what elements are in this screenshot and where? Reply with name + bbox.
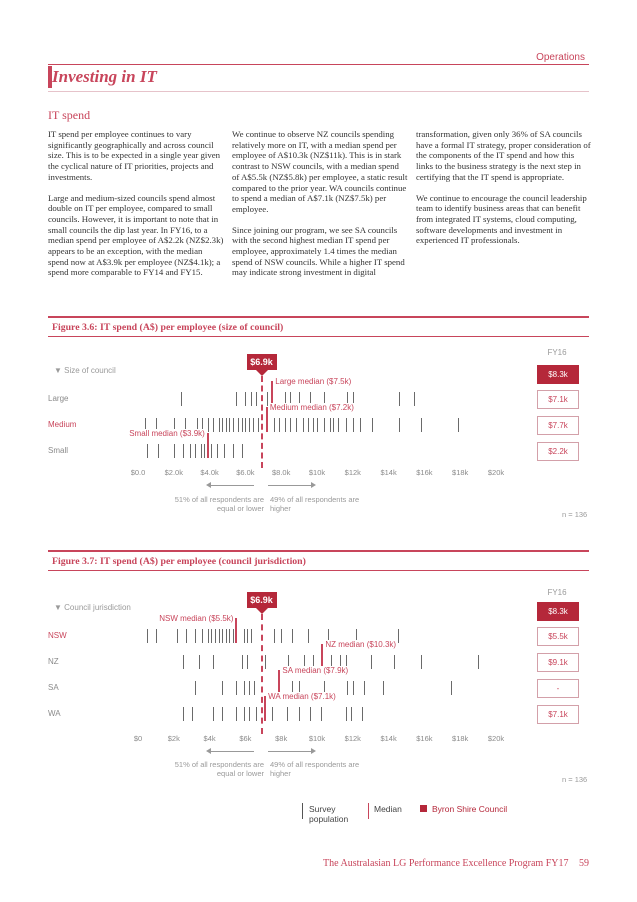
figure-1-title-bar: [48, 316, 589, 337]
axis-tick-label: $10k: [308, 734, 326, 743]
axis-tick-label: $16k: [416, 468, 433, 477]
survey-tick: [279, 418, 280, 432]
survey-tick: [256, 707, 257, 721]
survey-tick: [215, 629, 216, 643]
axis-tick-label: $4.0k: [200, 468, 219, 477]
survey-tick: [414, 392, 415, 406]
fy-overall-value: $8.3k: [537, 365, 579, 384]
median-label-nz: NZ median ($10.3k): [325, 640, 397, 649]
overall-median-bubble: $6.9k: [247, 354, 277, 370]
survey-tick: [394, 655, 395, 669]
survey-tick: [244, 707, 245, 721]
above-median-note: 49% of all respondents are higher: [270, 760, 360, 778]
survey-tick: [208, 418, 209, 432]
row-label-nz: NZ: [48, 657, 59, 666]
figure-1-chart: [0, 336, 637, 526]
survey-tick: [156, 629, 157, 643]
survey-tick: [245, 418, 246, 432]
survey-tick: [238, 418, 239, 432]
figure-2-title-bar: [48, 550, 589, 571]
survey-tick: [364, 681, 365, 695]
median-label-medium: Medium median ($7.2k): [269, 403, 354, 412]
survey-tick: [303, 418, 304, 432]
axis-tick-label: $20k: [487, 734, 505, 743]
survey-legend-label: Survey population: [309, 804, 349, 824]
survey-tick: [244, 629, 245, 643]
axis-tick-label: $20k: [487, 468, 505, 477]
survey-tick: [296, 418, 297, 432]
survey-tick: [421, 418, 422, 432]
survey-legend-swatch: [302, 803, 303, 819]
survey-tick: [222, 681, 223, 695]
survey-tick: [158, 444, 159, 458]
fy-value-small: $2.2k: [537, 442, 579, 461]
survey-tick: [213, 655, 214, 669]
overall-median-bubble: $6.9k: [247, 592, 277, 608]
survey-tick: [267, 392, 268, 406]
survey-tick: [177, 629, 178, 643]
row-label-medium: Medium: [48, 420, 77, 429]
survey-tick: [222, 418, 223, 432]
survey-tick: [183, 655, 184, 669]
page-footer: [323, 858, 589, 869]
survey-tick: [317, 418, 318, 432]
survey-tick: [346, 707, 347, 721]
figure-2-title: Figure 3.7: IT spend (A$) per employee (council jurisdiction): [52, 556, 306, 567]
survey-tick: [249, 707, 250, 721]
survey-tick: [321, 707, 322, 721]
figure-2-chart: [0, 570, 637, 790]
byron-legend-swatch: [420, 805, 427, 812]
median-tick: [207, 433, 209, 458]
axis-tick-label: $10k: [308, 468, 326, 477]
survey-tick: [258, 418, 259, 432]
median-tick: [235, 618, 237, 643]
median-legend-swatch: [368, 803, 369, 819]
axis-tick-label: $4k: [203, 734, 216, 743]
arrow-left: [210, 751, 254, 752]
survey-tick: [213, 418, 214, 432]
survey-tick: [338, 418, 339, 432]
fy-value-nz: $9.1k: [537, 653, 579, 672]
survey-tick: [222, 707, 223, 721]
paragraph: transformation, given only 36% of SA councils have a formal IT strategy, proper consideration of the components of the IT spend and how this links to the business strategy is the next step in certifying that the IT spend is appropriate.: [416, 129, 591, 182]
survey-tick: [242, 655, 243, 669]
survey-tick: [195, 681, 196, 695]
fy-label: FY16: [547, 588, 567, 597]
median-label-nsw: NSW median ($5.5k): [159, 614, 234, 623]
survey-tick: [181, 392, 182, 406]
survey-tick: [222, 629, 223, 643]
survey-tick: [351, 707, 352, 721]
survey-tick: [219, 418, 220, 432]
arrow-right-head: [311, 482, 316, 488]
row-label-wa: WA: [48, 709, 61, 718]
survey-tick: [211, 444, 212, 458]
axis-tick-label: $12k: [344, 734, 361, 743]
survey-tick: [233, 629, 234, 643]
survey-tick: [186, 629, 187, 643]
survey-tick: [371, 655, 372, 669]
median-label-sa: SA median ($7.9k): [282, 666, 349, 675]
survey-tick: [353, 681, 354, 695]
axis-tick-label: $6k: [239, 734, 252, 743]
paragraph: Since joining our program, we see SA councils with the second highest median IT spend per employee, approximately 1.4 times the median spend of NSW councils. While a higher IT spend may indicate strong investment in digital: [232, 224, 405, 278]
survey-tick: [174, 444, 175, 458]
axis-tick-label: $18k: [452, 468, 469, 477]
survey-tick: [458, 418, 459, 432]
survey-tick: [347, 681, 348, 695]
program-name: The Australasian LG Performance Excellence Program FY17: [323, 858, 569, 869]
survey-tick: [274, 629, 275, 643]
byron-legend-label: Byron Shire Council: [432, 804, 508, 814]
median-label-small: Small median ($3.9k): [129, 429, 205, 438]
arrow-right: [268, 485, 312, 486]
median-tick: [266, 407, 268, 432]
survey-tick: [333, 418, 334, 432]
fy-value-wa: $7.1k: [537, 705, 579, 724]
axis-tick-label: $12k: [344, 468, 361, 477]
figure-1-title: Figure 3.6: IT spend (A$) per employee (size of council): [52, 322, 284, 333]
legend: [300, 802, 560, 832]
survey-tick: [310, 707, 311, 721]
survey-tick: [204, 444, 205, 458]
fy-value-nsw: $5.5k: [537, 627, 579, 646]
survey-tick: [281, 629, 282, 643]
row-label-small: Small: [48, 446, 69, 455]
overall-median-line: [261, 614, 263, 734]
survey-tick: [353, 418, 354, 432]
survey-tick: [251, 392, 252, 406]
text-column-2: [232, 129, 408, 288]
fy-label: FY16: [547, 348, 567, 357]
survey-tick: [398, 629, 399, 643]
survey-tick: [211, 629, 212, 643]
survey-tick: [313, 418, 314, 432]
survey-tick: [236, 707, 237, 721]
survey-tick: [229, 418, 230, 432]
survey-tick: [253, 418, 254, 432]
axis-tick-label: $8k: [275, 734, 288, 743]
axis-tick-label: $0: [133, 734, 143, 743]
arrow-right: [268, 751, 312, 752]
survey-tick: [147, 444, 148, 458]
survey-tick: [190, 444, 191, 458]
survey-tick: [324, 418, 325, 432]
survey-tick: [383, 681, 384, 695]
row-label-nsw: NSW: [48, 631, 67, 640]
survey-tick: [224, 444, 225, 458]
axis-tick-label: $2.0k: [164, 468, 183, 477]
median-legend-label: Median: [374, 804, 402, 814]
arrow-left: [210, 485, 254, 486]
fy-overall-value: $8.3k: [537, 602, 579, 621]
survey-tick: [236, 392, 237, 406]
paragraph: We continue to encourage the council leadership team to identify business areas that can benefit from integrated IT systems, cloud computing, software developments and investment in experienced IT professionals.: [416, 192, 587, 246]
row-label-sa: SA: [48, 683, 59, 692]
survey-tick: [362, 707, 363, 721]
text-column-3: [416, 129, 592, 256]
survey-tick: [195, 444, 196, 458]
survey-tick: [242, 444, 243, 458]
survey-tick: [274, 418, 275, 432]
survey-tick: [233, 418, 234, 432]
survey-tick: [192, 707, 193, 721]
survey-tick: [290, 418, 291, 432]
fy-value-large: $7.1k: [537, 390, 579, 409]
below-median-note: 51% of all respondents are equal or lower: [174, 760, 264, 778]
fy-value-sa: -: [537, 679, 579, 698]
paragraph: Large and medium-sized councils spend almost double on IT per employee, compared to small councils. However, it is important to note that in small councils the dip last year. In FY16, to a median spend per employee of A$2.2k (NZ$2.3k) appears to be an exception, with the median spend now at A$3.9k per employee (NZ$4.1k); a spend more comparable to FY14 and FY15.: [48, 192, 224, 278]
arrow-left-head: [206, 748, 211, 754]
survey-tick: [265, 655, 266, 669]
axis-tick-label: $16k: [416, 734, 433, 743]
survey-tick: [242, 418, 243, 432]
respondent-count: n = 136: [562, 775, 588, 784]
survey-tick: [421, 655, 422, 669]
survey-tick: [219, 629, 220, 643]
arrow-left-head: [206, 482, 211, 488]
survey-tick: [399, 392, 400, 406]
respondent-count: n = 136: [562, 510, 588, 519]
survey-tick: [236, 681, 237, 695]
above-median-note: 49% of all respondents are higher: [270, 495, 360, 513]
survey-tick: [247, 629, 248, 643]
survey-tick: [372, 418, 373, 432]
survey-tick: [478, 655, 479, 669]
axis-tick-label: $0.0: [130, 468, 146, 477]
arrow-right-head: [311, 748, 316, 754]
section-label: Operations: [536, 52, 585, 63]
survey-tick: [183, 444, 184, 458]
section-subtitle: IT spend: [48, 108, 91, 122]
survey-tick: [229, 629, 230, 643]
survey-tick: [399, 418, 400, 432]
council-jurisdiction-selector[interactable]: ▼ Council jurisdiction: [54, 603, 131, 612]
survey-tick: [202, 629, 203, 643]
title-rule: [48, 91, 589, 92]
median-label-large: Large median ($7.5k): [275, 377, 352, 386]
survey-tick: [226, 418, 227, 432]
fy-value-medium: $7.7k: [537, 416, 579, 435]
survey-tick: [208, 629, 209, 643]
page-title: Investing in IT: [52, 67, 157, 86]
survey-tick: [272, 707, 273, 721]
survey-tick: [254, 681, 255, 695]
survey-tick: [330, 418, 331, 432]
survey-tick: [199, 655, 200, 669]
survey-tick: [245, 392, 246, 406]
survey-tick: [233, 444, 234, 458]
survey-tick: [346, 418, 347, 432]
paragraph: IT spend per employee continues to vary significantly geographically and across council size. This is to be expected in a single year given the cyclical nature of IT priorities, projects and investments.: [48, 129, 221, 182]
text-column-1: [48, 129, 224, 288]
survey-tick: [287, 707, 288, 721]
survey-tick: [213, 707, 214, 721]
survey-tick: [292, 629, 293, 643]
axis-tick-label: $2k: [167, 734, 180, 743]
survey-tick: [308, 418, 309, 432]
axis-tick-label: $14k: [380, 734, 397, 743]
survey-tick: [308, 629, 309, 643]
paragraph: We continue to observe NZ councils spending relatively more on IT, with a median spend per employee of A$10.3k (NZ$11k). This is in stark contrast to NSW councils, with a median spend of A$5.5k (NZ$5.8k) per employee, a static result compared to the prior year. WA councils continue to spend a median of A$7.1k (NZ$7.5k) per employee.: [232, 129, 408, 214]
axis-tick-label: $14k: [380, 468, 397, 477]
header-rule: [48, 64, 589, 65]
survey-tick: [147, 629, 148, 643]
survey-tick: [226, 629, 227, 643]
axis-tick-label: $6.0k: [236, 468, 255, 477]
axis-tick-label: $18k: [452, 734, 469, 743]
survey-tick: [256, 392, 257, 406]
size-of-council-selector[interactable]: ▼ Size of council: [54, 366, 116, 375]
survey-tick: [183, 707, 184, 721]
survey-tick: [217, 444, 218, 458]
page-number: 59: [579, 858, 589, 869]
overall-median-line: [261, 376, 263, 468]
axis-tick-label: $8.0k: [272, 468, 291, 477]
survey-tick: [201, 444, 202, 458]
survey-tick: [251, 629, 252, 643]
survey-tick: [249, 418, 250, 432]
survey-tick: [299, 707, 300, 721]
survey-tick: [285, 418, 286, 432]
median-label-wa: WA median ($7.1k): [268, 692, 336, 701]
survey-tick: [249, 681, 250, 695]
below-median-note: 51% of all respondents are equal or lower: [174, 495, 264, 513]
survey-tick: [195, 629, 196, 643]
row-label-large: Large: [48, 394, 69, 403]
median-tick: [264, 696, 266, 721]
survey-tick: [451, 681, 452, 695]
survey-tick: [247, 655, 248, 669]
survey-tick: [244, 681, 245, 695]
survey-tick: [360, 418, 361, 432]
